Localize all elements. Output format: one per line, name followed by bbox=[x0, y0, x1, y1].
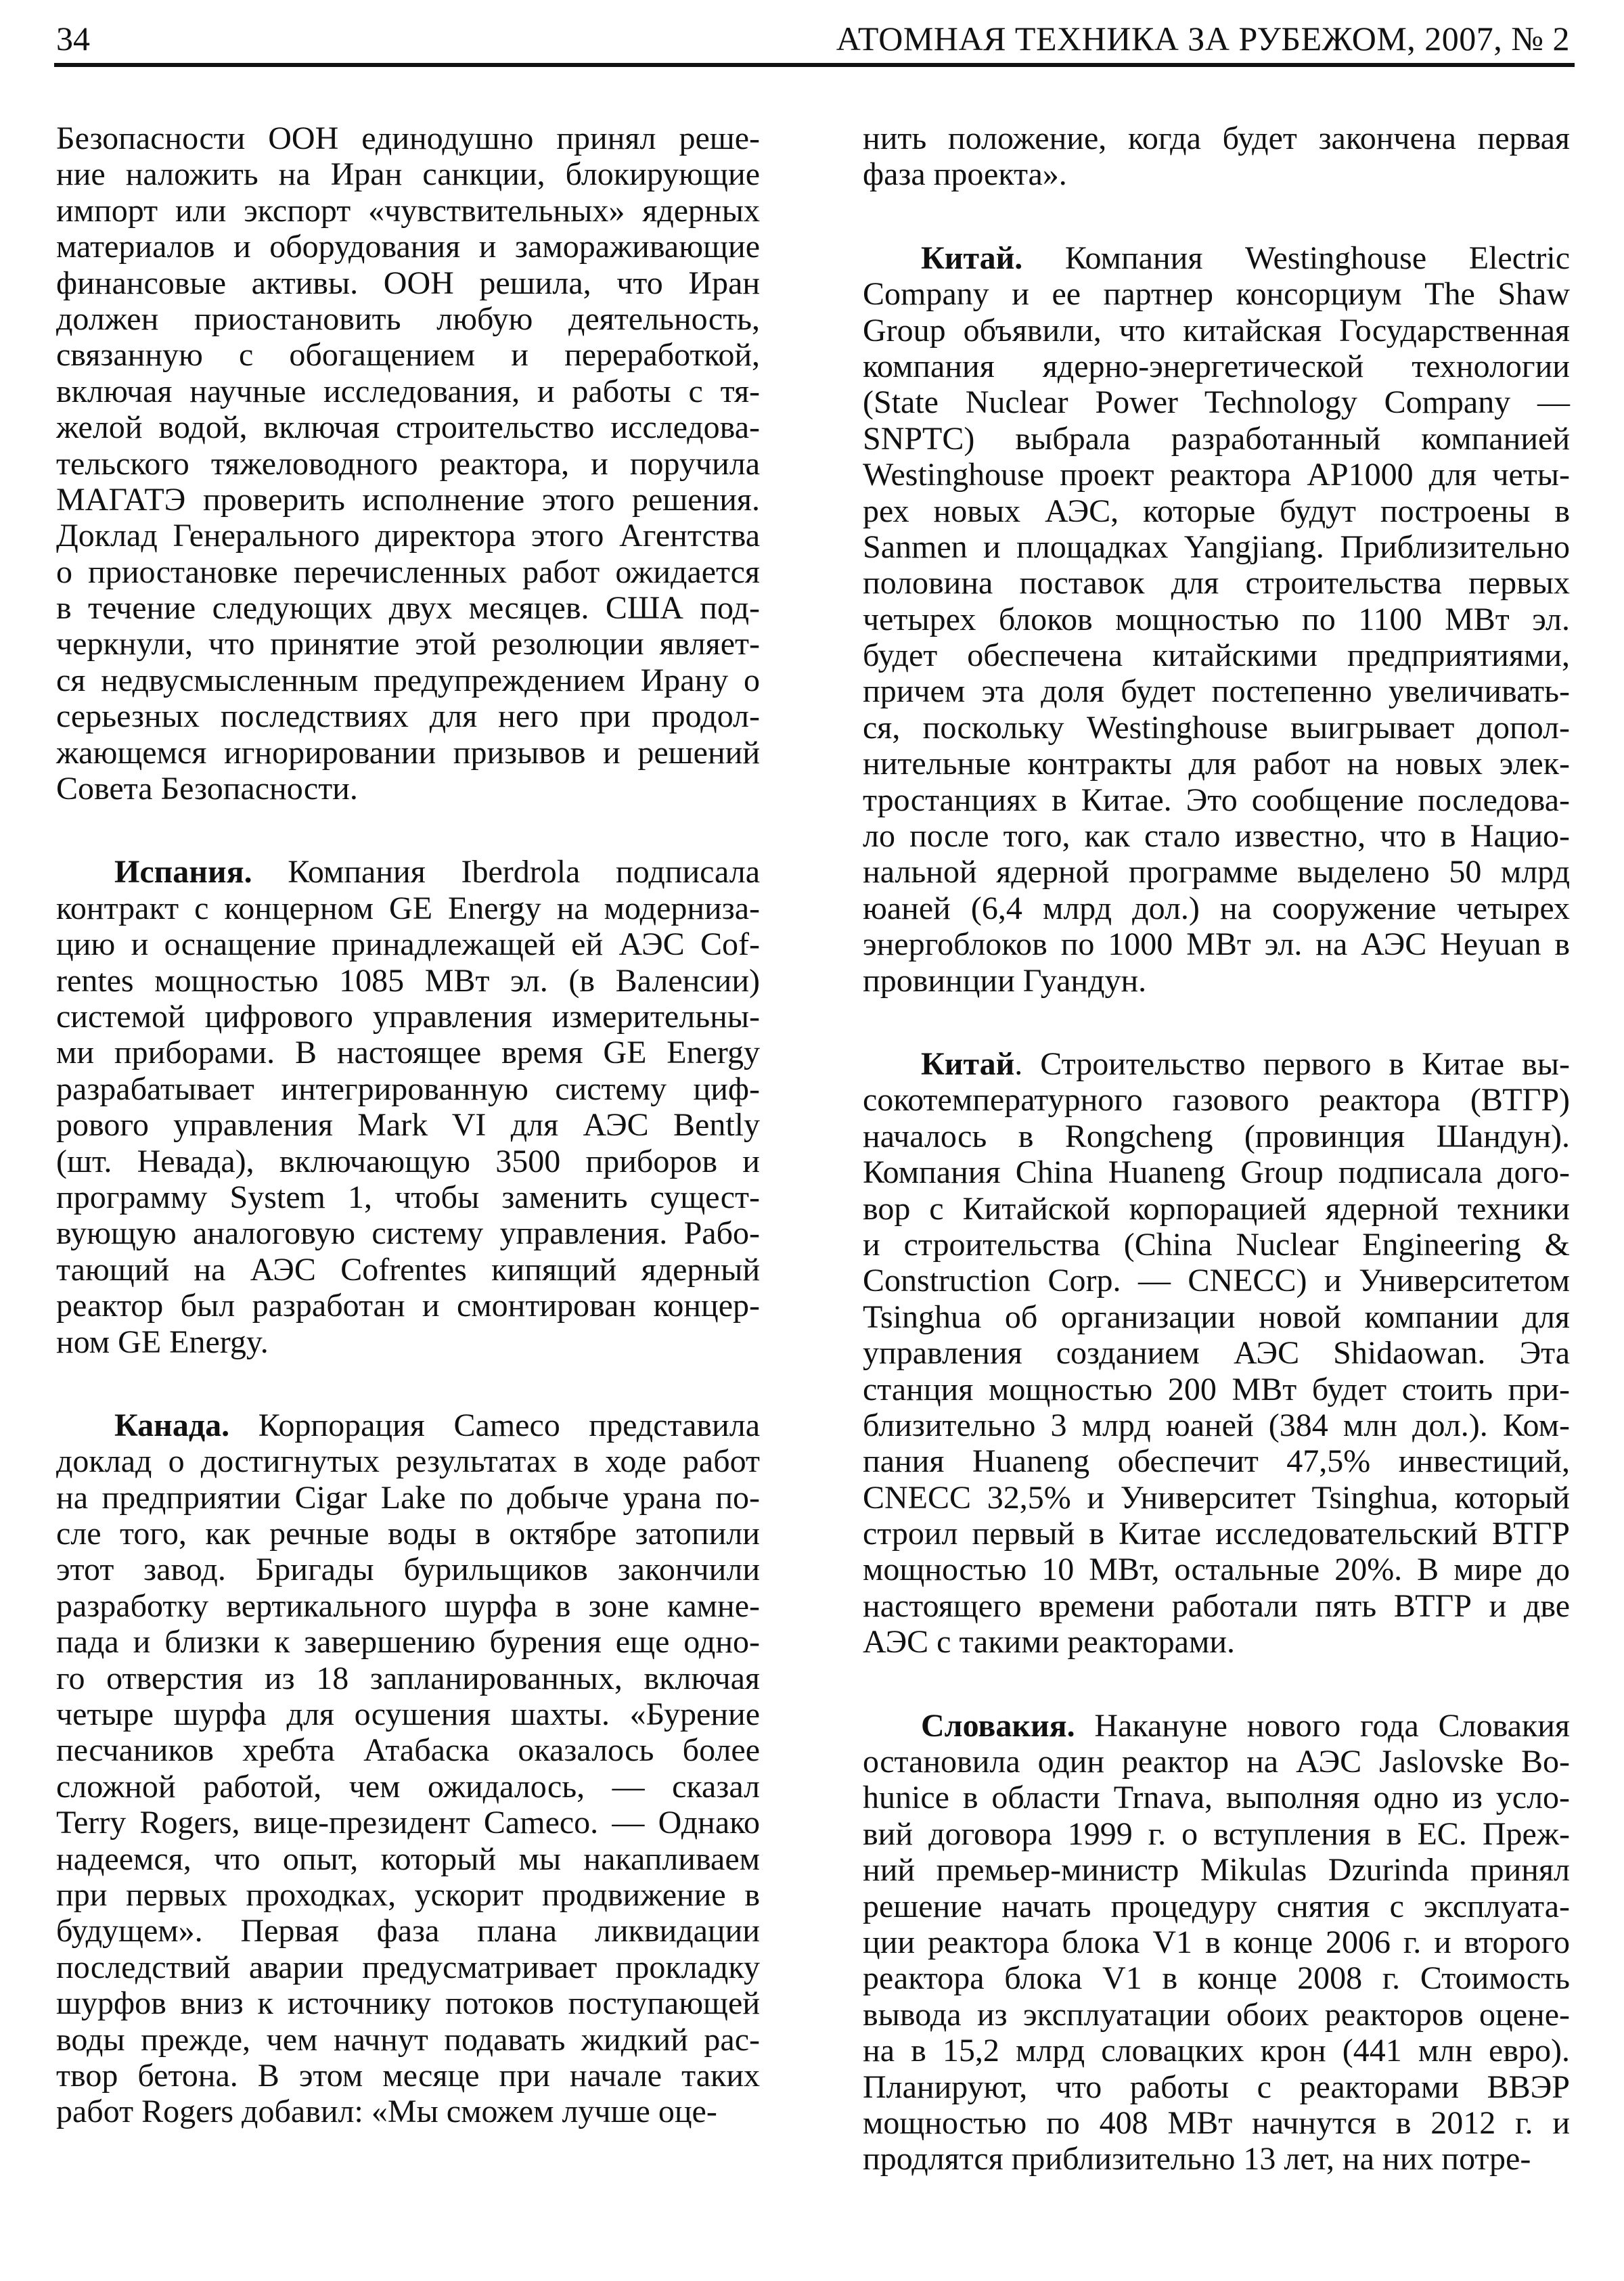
text-line: воды прежде, чем начнут подавать жидкий рас- bbox=[56, 2021, 760, 2058]
text-line: при первых проходках, ускорит продвижение в bbox=[56, 1876, 760, 1913]
text-line: причем эта доля будет постепенно увеличивать- bbox=[863, 673, 1570, 710]
text-line: рех новых АЭС, которые будут построены в bbox=[863, 493, 1570, 529]
text-line: вий договора 1999 г. о вступления в ЕС. Преж- bbox=[863, 1815, 1570, 1852]
text-line: продлятся приблизительно 13 лет, на них потре- bbox=[863, 2141, 1531, 2177]
text-line: материалов и оборудования и замораживающие bbox=[56, 229, 760, 265]
text-line: будущем». Первая фаза плана ликвидации bbox=[56, 1913, 760, 1949]
text-run: Компания Iberdrola подписала bbox=[252, 854, 760, 890]
article-section bbox=[56, 1407, 760, 2130]
text-line: решение начать процедуру снятия с эксплуата- bbox=[863, 1888, 1570, 1924]
text-line: rentes мощностью 1085 МВт эл. (в Валенсии) bbox=[56, 962, 760, 999]
text-run: Накануне нового года Словакия bbox=[1075, 1707, 1570, 1744]
text-line: ся, поскольку Westinghouse выигрывает допол- bbox=[863, 709, 1570, 746]
text-line bbox=[863, 1708, 1570, 1744]
article-paragraph bbox=[56, 120, 760, 807]
article-section bbox=[56, 854, 760, 1359]
text-line: вор с Китайской корпорацией ядерной техники bbox=[863, 1190, 1570, 1227]
text-line: CNECC 32,5% и Университет Tsinghua, который bbox=[863, 1479, 1570, 1516]
text-line: Terry Rogers, вице-президент Cameco. — Однако bbox=[56, 1805, 760, 1841]
text-line: Tsinghua об организации новой компании для bbox=[863, 1298, 1570, 1335]
text-line: Компания China Huaneng Group подписала дого- bbox=[863, 1154, 1570, 1191]
section-heading: Китай. bbox=[921, 240, 1023, 276]
text-line: связанную с обогащением и переработкой, bbox=[56, 337, 760, 374]
text-line: тростанциях в Китае. Это сообщение последова- bbox=[863, 782, 1570, 818]
article-section bbox=[863, 240, 1570, 999]
article-section bbox=[863, 1708, 1570, 2177]
text-line: Group объявили, что китайская Государственная bbox=[863, 312, 1570, 348]
text-line: шурфов вниз к источнику потоков поступающей bbox=[56, 1985, 760, 2022]
section-heading: Словакия. bbox=[921, 1707, 1075, 1744]
text-line: ции реактора блока V1 в конце 2006 г. и второго bbox=[863, 1924, 1570, 1960]
text-line: го отверстия из 18 запланированных, включая bbox=[56, 1660, 760, 1696]
text-line: системой цифрового управления измерительны- bbox=[56, 998, 760, 1035]
text-line: ло после того, как стало известно, что в Нацио- bbox=[863, 818, 1570, 855]
text-line: о приостановке перечисленных работ ожидается bbox=[56, 554, 760, 590]
text-line: четыре шурфа для осушения шахты. «Бурение bbox=[56, 1696, 760, 1733]
text-line bbox=[56, 854, 760, 890]
text-line: в течение следующих двух месяцев. США под- bbox=[56, 590, 760, 627]
text-line: ний премьер-министр Mikulas Dzurinda принял bbox=[863, 1852, 1570, 1889]
header-rule bbox=[54, 63, 1575, 67]
text-line: настоящего времени работали пять ВТГР и две bbox=[863, 1587, 1570, 1624]
text-line: сле того, как речные воды в октябре затопили bbox=[56, 1516, 760, 1552]
text-line: твор бетона. В этом месяце при начале таких bbox=[56, 2057, 760, 2094]
text-line: юаней (6,4 млрд дол.) на сооружение четырех bbox=[863, 890, 1570, 926]
article-section bbox=[863, 1046, 1570, 1661]
page-number: 34 bbox=[56, 20, 90, 58]
text-line: импорт или экспорт «чувствительных» ядерных bbox=[56, 192, 760, 229]
text-line: нальной ядерной программе выделено 50 млрд bbox=[863, 854, 1570, 890]
text-line: МАГАТЭ проверить исполнение этого решения. bbox=[56, 481, 760, 518]
text-line: провинции Гуандун. bbox=[863, 962, 1147, 999]
text-line: SNPTC) выбрала разработанный компанией bbox=[863, 420, 1570, 457]
text-line: желой водой, включая строительство исследова- bbox=[56, 409, 760, 446]
text-run: Корпорация Cameco представила bbox=[229, 1407, 760, 1443]
text-line: четырех блоков мощностью по 1100 МВт эл. bbox=[863, 601, 1570, 637]
text-line: остановила один реактор на АЭС Jaslovske Bo- bbox=[863, 1744, 1570, 1780]
text-line: (State Nuclear Power Technology Company — bbox=[863, 384, 1570, 421]
text-line: близительно 3 млрд юаней (384 млн дол.). Ком- bbox=[863, 1407, 1570, 1443]
text-line: контракт с концерном GE Energy на модерниза- bbox=[56, 890, 760, 926]
text-line bbox=[863, 1046, 1570, 1082]
text-line: АЭС с такими реакторами. bbox=[863, 1624, 1236, 1661]
text-line: реактор был разработан и смонтирован концер- bbox=[56, 1288, 760, 1324]
text-line: ми приборами. В настоящее время GE Energy bbox=[56, 1035, 760, 1071]
journal-title: АТОМНАЯ ТЕХНИКА ЗА РУБЕЖОМ, 2007, № 2 bbox=[836, 20, 1570, 58]
text-line: Company и ее партнер консорциум The Shaw bbox=[863, 276, 1570, 313]
text-line: последствий аварии предусматривает прокладку bbox=[56, 1949, 760, 1985]
text-line: Безопасности ООН единодушно принял реше- bbox=[56, 120, 760, 156]
text-line: цию и оснащение принадлежащей ей АЭС Cof- bbox=[56, 926, 760, 963]
text-line: сложной работой, чем ожидалось, — сказал bbox=[56, 1768, 760, 1805]
text-line: серьезных последствиях для него при продол- bbox=[56, 698, 760, 735]
text-line: компания ядерно-энергетической технологии bbox=[863, 348, 1570, 384]
text-line: (шт. Невада), включающую 3500 приборов и bbox=[56, 1143, 760, 1179]
article-paragraph bbox=[863, 120, 1570, 193]
text-line bbox=[863, 240, 1570, 276]
text-line: пада и близки к завершению бурения еще одно- bbox=[56, 1624, 760, 1661]
text-line: hunice в области Trnava, выполняя одно из усло- bbox=[863, 1780, 1570, 1816]
text-line: нить положение, когда будет закончена первая bbox=[863, 120, 1570, 156]
text-line: жающемся игнорировании призывов и решений bbox=[56, 734, 760, 771]
text-line: вующую аналоговую систему управления. Рабо- bbox=[56, 1215, 760, 1252]
text-line: финансовые активы. ООН решила, что Иран bbox=[56, 265, 760, 301]
text-line: ся недвусмысленным предупреждением Ирану о bbox=[56, 662, 760, 698]
text-line: работ Rogers добавил: «Мы сможем лучше оце- bbox=[56, 2094, 717, 2130]
text-line: рового управления Mark VI для АЭС Bently bbox=[56, 1107, 760, 1144]
text-line: половина поставок для строительства первых bbox=[863, 565, 1570, 602]
text-line: должен приостановить любую деятельность, bbox=[56, 300, 760, 337]
text-line: пания Huaneng обеспечит 47,5% инвестиций, bbox=[863, 1443, 1570, 1480]
text-line: станция мощностью 200 МВт будет стоить при- bbox=[863, 1371, 1570, 1407]
text-line: нительные контракты для работ на новых элек- bbox=[863, 746, 1570, 782]
text-line: включая научные исследования, и работы с тя- bbox=[56, 373, 760, 409]
text-line: будет обеспечена китайскими предприятиями, bbox=[863, 637, 1570, 674]
text-line: этот завод. Бригады бурильщиков закончили bbox=[56, 1552, 760, 1588]
text-line: ние наложить на Иран санкции, блокирующие bbox=[56, 156, 760, 193]
left-column bbox=[56, 120, 760, 2177]
text-line: фаза проекта». bbox=[863, 156, 1067, 193]
section-heading: Китай bbox=[921, 1045, 1015, 1082]
running-header bbox=[56, 15, 1570, 62]
text-line: Планируют, что работы с реакторами ВВЭР bbox=[863, 2069, 1570, 2105]
text-line: на предприятии Cigar Lake по добыче урана по- bbox=[56, 1479, 760, 1516]
text-line: на в 15,2 млрд словацких крон (441 млн евро). bbox=[863, 2033, 1570, 2069]
text-line: разрабатывает интегрированную систему циф- bbox=[56, 1070, 760, 1107]
text-line: тающий на АЭС Cofrentes кипящий ядерный bbox=[56, 1251, 760, 1288]
right-column bbox=[863, 120, 1570, 2225]
text-line: программу System 1, чтобы заменить сущест- bbox=[56, 1179, 760, 1215]
section-heading: Испания. bbox=[114, 854, 252, 890]
text-line: началось в Rongcheng (провинция Шандун). bbox=[863, 1118, 1570, 1154]
text-line: мощностью по 408 МВт начнутся в 2012 г. и bbox=[863, 2104, 1570, 2141]
text-line: мощностью 10 МВт, остальные 20%. В мире до bbox=[863, 1552, 1570, 1588]
text-line: Доклад Генерального директора этого Агентства bbox=[56, 518, 760, 554]
text-run: . Строительство первого в Китае вы- bbox=[1014, 1045, 1570, 1082]
text-line: вывода из эксплуатации обоих реакторов оцене- bbox=[863, 1996, 1570, 2033]
text-run: Компания Westinghouse Electric bbox=[1022, 240, 1570, 276]
text-line: песчаников хребта Атабаска оказалось более bbox=[56, 1732, 760, 1769]
text-line: Совета Безопасности. bbox=[56, 771, 358, 807]
text-line: управления созданием АЭС Shidaowan. Эта bbox=[863, 1335, 1570, 1372]
text-line: доклад о достигнутых результатах в ходе работ bbox=[56, 1443, 760, 1480]
text-line: реактора блока V1 в конце 2008 г. Стоимость bbox=[863, 1960, 1570, 1997]
text-line: энергоблоков по 1000 МВт эл. на АЭС Heyuan в bbox=[863, 926, 1570, 963]
text-line: и строительства (China Nuclear Engineering & bbox=[863, 1226, 1570, 1263]
text-line: тельского тяжеловодного реактора, и поручила bbox=[56, 445, 760, 482]
text-line: сокотемпературного газового реактора (ВТГР) bbox=[863, 1082, 1570, 1119]
text-line: надеемся, что опыт, который мы накапливаем bbox=[56, 1840, 760, 1877]
text-line bbox=[56, 1407, 760, 1443]
section-heading: Канада. bbox=[114, 1407, 230, 1443]
text-line: ном GE Energy. bbox=[56, 1324, 269, 1360]
text-line: черкнули, что принятие этой резолюции являет- bbox=[56, 626, 760, 662]
text-line: разработку вертикального шурфа в зоне камне- bbox=[56, 1587, 760, 1624]
text-line: Sanmen и площадках Yangjiang. Приблизительно bbox=[863, 528, 1570, 565]
text-line: Westinghouse проект реактора AP1000 для четы- bbox=[863, 457, 1570, 493]
text-line: строил первый в Китае исследовательский ВТГР bbox=[863, 1516, 1570, 1552]
text-line: Construction Corp. — CNECC) и Университетом bbox=[863, 1263, 1570, 1299]
